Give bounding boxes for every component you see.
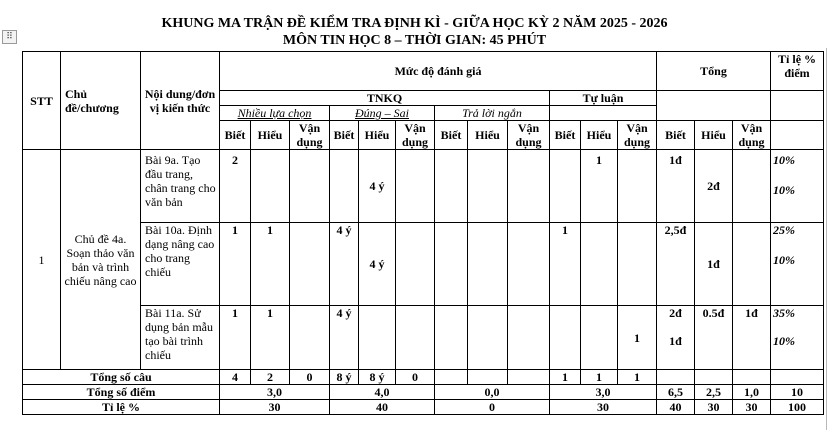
cell-value: 2	[220, 150, 251, 223]
cell-value: 2,5	[695, 385, 733, 400]
header-tl-biet: Biết	[550, 121, 581, 150]
header-ds-biet: Biết	[330, 121, 359, 150]
cell-value	[435, 150, 468, 223]
header-nhieu-lua-chon: Nhiều lựa chọn	[220, 106, 330, 121]
cell-value	[290, 306, 330, 370]
header-tu-luan: Tự luận	[550, 91, 657, 106]
cell-value: 2đ	[669, 306, 682, 320]
cell-value	[359, 306, 396, 370]
cell-value: 3,0	[220, 385, 330, 400]
cell-value	[435, 370, 468, 385]
cell-value: 3,0	[550, 385, 657, 400]
cell-value	[508, 223, 550, 306]
cell-value: 0	[290, 370, 330, 385]
header-tong-biet: Biết	[657, 121, 695, 150]
cell-value: 8 ý	[330, 370, 359, 385]
header-tln-hieu: Hiểu	[468, 121, 508, 150]
cell-value: 100	[771, 400, 824, 415]
cell-value: 1	[581, 150, 618, 223]
header-tra-loi-ngan: Trả lời ngắn	[435, 106, 550, 121]
header-stt: STT	[23, 52, 61, 150]
cell-value: 2đ	[695, 150, 733, 223]
document-title-line-2: MÔN TIN HỌC 8 – THỜI GIAN: 45 PHÚT	[282, 33, 547, 48]
tile-value: 10%	[773, 253, 796, 267]
cell-value: 6,5	[657, 385, 695, 400]
cell-value	[396, 223, 435, 306]
header-tl-hieu: Hiểu	[581, 121, 618, 150]
tile-value: 10%	[773, 153, 796, 167]
tile-cell	[771, 223, 824, 306]
cell-value: 1	[220, 306, 251, 370]
cell-value: 1	[220, 223, 251, 306]
cell-value	[733, 150, 771, 223]
table-row	[23, 223, 824, 306]
cell-value: 1đ	[695, 223, 733, 306]
cell-value	[468, 370, 508, 385]
cell-value: 10	[771, 385, 824, 400]
cell-value	[657, 370, 695, 385]
lesson-cell: Bài 9a. Tạo đầu trang, chân trang cho văn bản	[141, 150, 220, 223]
cell-value: 4 ý	[330, 306, 359, 370]
cell-value: 1	[550, 223, 581, 306]
cell-value: 1	[251, 223, 290, 306]
header-tong: Tổng	[657, 52, 771, 91]
cell-value	[695, 370, 733, 385]
header-dung-sai: Đúng – Sai	[330, 106, 435, 121]
table-row	[23, 306, 824, 370]
lesson-cell: Bài 10a. Định dạng nâng cao cho trang chiếu	[141, 223, 220, 306]
tile-value: 35%	[773, 306, 796, 320]
tile-cell	[771, 306, 824, 370]
lesson-cell: Bài 11a. Sử dụng bản mẫu tạo bài trình chiếu	[141, 306, 220, 370]
row-label: Tổng số câu	[23, 370, 220, 385]
cell-value	[435, 223, 468, 306]
tong-biet-cell	[657, 306, 695, 370]
header-ti-le-blank	[771, 91, 824, 121]
cell-value	[550, 306, 581, 370]
cell-value: 4 ý	[359, 223, 396, 306]
cell-value	[330, 150, 359, 223]
cell-value	[508, 150, 550, 223]
row-label: Tổng số điểm	[23, 385, 220, 400]
cell-value: 30	[733, 400, 771, 415]
cell-value: 4 ý	[359, 150, 396, 223]
header-noi-dung: Nội dung/đơn vị kiến thức	[141, 52, 220, 150]
table-row	[23, 150, 824, 223]
header-ds-hieu: Hiểu	[359, 121, 396, 150]
cell-value: 4	[220, 370, 251, 385]
cell-value: 1	[618, 306, 657, 370]
cell-value	[290, 150, 330, 223]
cell-value: 1	[618, 370, 657, 385]
cell-value	[618, 150, 657, 223]
header-nlc-hieu: Hiểu	[251, 121, 290, 150]
header-chu-de: Chủ đề/chương	[61, 52, 141, 150]
header-tln-biet: Biết	[435, 121, 468, 150]
cell-value	[396, 150, 435, 223]
section-topic: Chủ đề 4a. Soạn thảo văn bản và trình chiếu nâng cao	[61, 150, 141, 370]
exam-matrix-table	[22, 51, 824, 415]
cell-value: 8 ý	[359, 370, 396, 385]
cell-value: 4 ý	[330, 223, 359, 306]
tile-value: 10%	[773, 183, 796, 197]
header-tong-hieu: Hiểu	[695, 121, 733, 150]
cell-value: 0	[396, 370, 435, 385]
header-ti-le-empty	[771, 121, 824, 150]
cell-value	[550, 150, 581, 223]
header-tu-luan-blank	[550, 106, 657, 121]
cell-value	[435, 306, 468, 370]
header-muc-do: Mức độ đánh giá	[220, 52, 657, 91]
page-margin-line	[826, 48, 827, 430]
cell-value: 4,0	[330, 385, 435, 400]
cell-value	[251, 150, 290, 223]
document-title-line-1: KHUNG MA TRẬN ĐỀ KIỂM TRA ĐỊNH KÌ - GIỮA HỌC KỲ 2 NĂM 2025 - 2026	[161, 16, 668, 31]
cell-value: 2,5đ	[657, 223, 695, 306]
cell-value	[508, 370, 550, 385]
cell-value	[581, 306, 618, 370]
header-tong-van-dung: Vận dụng	[733, 121, 771, 150]
cell-value: 1	[550, 370, 581, 385]
cell-value: 1đ	[733, 306, 771, 370]
header-tln-van-dung: Vận dụng	[508, 121, 550, 150]
cell-value	[468, 150, 508, 223]
table-move-handle-icon[interactable]: ⠿	[2, 30, 17, 44]
cell-value	[771, 370, 824, 385]
section-stt: 1	[23, 150, 61, 370]
cell-value: 0	[435, 400, 550, 415]
header-tl-van-dung: Vận dụng	[618, 121, 657, 150]
header-tong-blank	[657, 91, 771, 121]
cell-value	[468, 223, 508, 306]
tile-value: 10%	[773, 334, 796, 348]
cell-value	[618, 223, 657, 306]
header-ds-van-dung: Vận dụng	[396, 121, 435, 150]
ratio-row	[23, 400, 824, 415]
total-points-row	[23, 385, 824, 400]
cell-value: 1đ	[657, 150, 695, 223]
cell-value: 1,0	[733, 385, 771, 400]
cell-value: 0.5đ	[695, 306, 733, 370]
row-label: Tỉ lệ %	[23, 400, 220, 415]
header-ti-le: Tỉ lệ % điểm	[771, 52, 824, 91]
total-questions-row	[23, 370, 824, 385]
cell-value: 30	[550, 400, 657, 415]
cell-value: 1	[581, 370, 618, 385]
cell-value: 1	[251, 306, 290, 370]
cell-value	[290, 223, 330, 306]
cell-value: 2	[251, 370, 290, 385]
cell-value: 30	[695, 400, 733, 415]
header-nlc-biet: Biết	[220, 121, 251, 150]
cell-value	[508, 306, 550, 370]
header-tnkq: TNKQ	[220, 91, 550, 106]
tile-cell	[771, 150, 824, 223]
cell-value: 30	[220, 400, 330, 415]
tile-value: 25%	[773, 223, 796, 237]
cell-value: 1đ	[669, 334, 682, 348]
header-nlc-van-dung: Vận dụng	[290, 121, 330, 150]
cell-value: 40	[330, 400, 435, 415]
cell-value: 0,0	[435, 385, 550, 400]
cell-value	[733, 223, 771, 306]
cell-value	[733, 370, 771, 385]
cell-value	[468, 306, 508, 370]
cell-value	[396, 306, 435, 370]
cell-value: 40	[657, 400, 695, 415]
cell-value	[581, 223, 618, 306]
